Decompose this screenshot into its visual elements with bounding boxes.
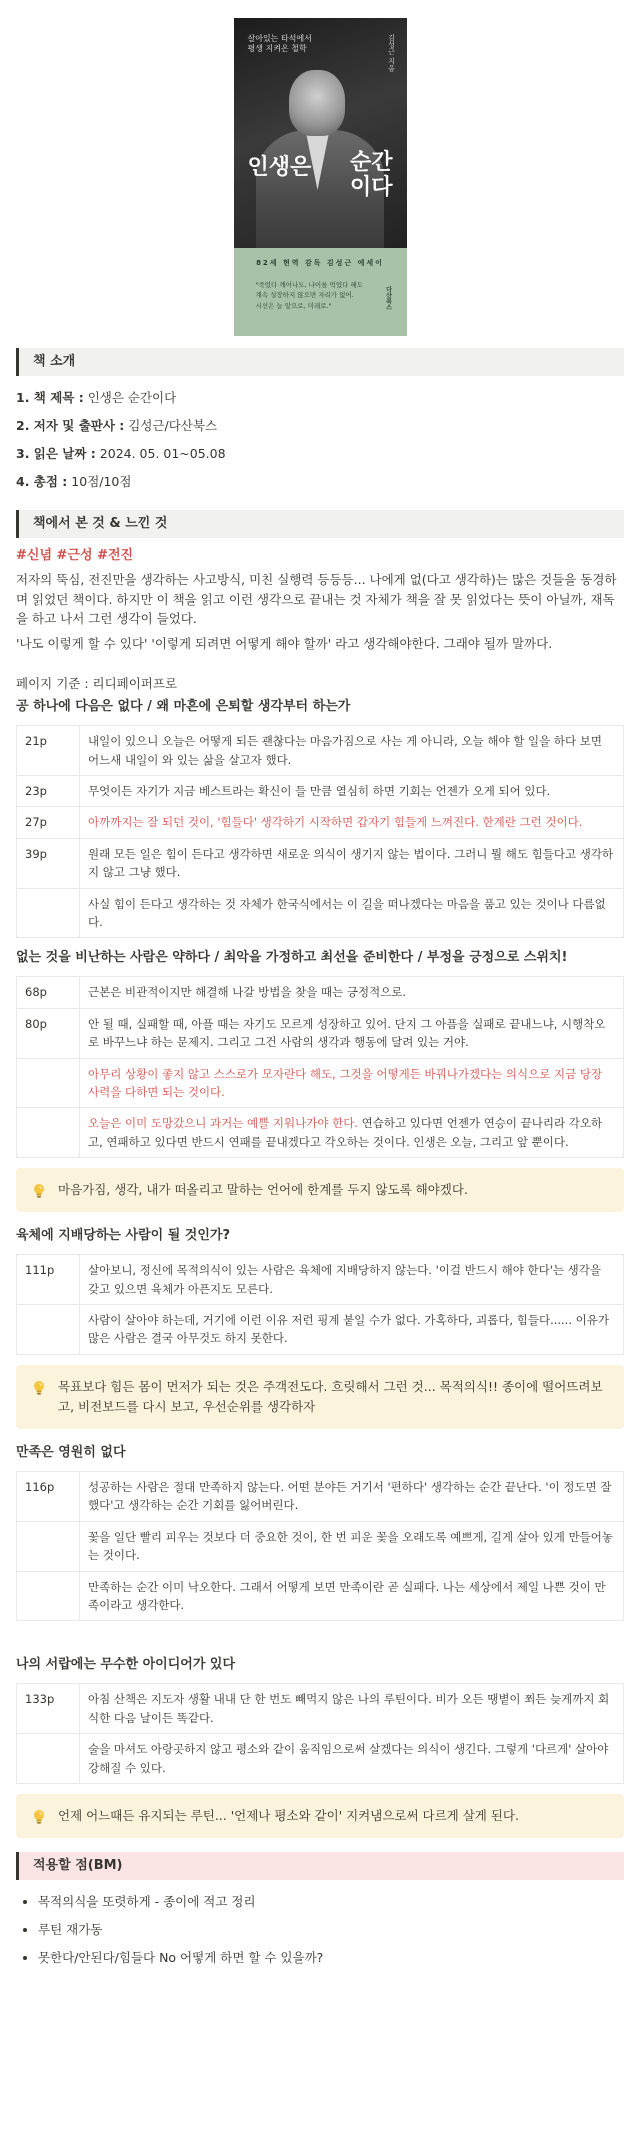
section-title: 없는 것을 비난하는 사람은 약하다 / 최악을 가정하고 최선을 준비한다 / 부정을 긍정으로 스위치!: [16, 950, 568, 966]
quote-cell: [80, 1008, 624, 1058]
quote-cell: [80, 1684, 624, 1734]
highlighted-quote: 아무리 상황이 좋지 않고 스스로가 모자란다 해도, 그것을 어떻게든 바꿔나가겠다는 의식으로 지금 당장 사력을 다하면 되는 것이다.: [88, 1066, 603, 1099]
page-number-cell: [17, 888, 80, 938]
page-number-cell: 111p: [17, 1255, 80, 1305]
apply-list: [16, 1888, 624, 1972]
table-row: [17, 726, 624, 776]
quote-cell: [80, 1521, 624, 1571]
table-row: [17, 1734, 624, 1784]
tag-list: #신념 #근성 #전진: [16, 548, 134, 563]
quote-text: 성공하는 사람은 절대 만족하지 않는다. 어떤 분야든 거기서 '편하다' 생각하는 순간 끝난다. '이 정도면 잘했다'고 생각하는 순간 기회를 잃어버린다.: [88, 1480, 612, 1513]
table-row: [17, 838, 624, 888]
lightbulb-icon: [30, 1182, 48, 1200]
quote-cell: [80, 1108, 624, 1158]
list-item: • 루틴 재가동: [38, 1916, 624, 1944]
cover-title-right: 순간 이다: [349, 149, 393, 201]
quote-cell: [80, 726, 624, 776]
page-number-cell: 68p: [17, 977, 80, 1008]
table-row: [17, 807, 624, 838]
callout-text: 언제 어느때든 유지되는 루틴... '언제나 평소와 같이' 지켜냄으로써 다르게 살게 된다.: [58, 1808, 519, 1824]
quote-text: 안 될 때, 실패할 때, 아플 때는 자기도 모르게 성장하고 있어. 단지 그 아픔을 실패로 끝내느냐, 시행착오로 바꾸느냐 하는 문제지. 그리고 그건 사람의 생각과 행동에 달려 있는 거야.: [88, 1016, 606, 1050]
takeaway-callout: [16, 1794, 624, 1838]
book-info-value: 인생은 순간이다: [83, 390, 177, 405]
cover-series: 82세 현역 감독 김성근 에세이: [256, 259, 384, 267]
quote-text: 내일이 있으니 오늘은 어떻게 되든 괜찮다는 마음가짐으로 사는 게 아니라, 오늘 해야 할 일을 하다 보면 어느새 내일이 와 있는 삶을 살고자 했다.: [88, 734, 602, 767]
highlighted-quote: 오늘은 이미 도망갔으니 과거는 예쁠 지워나가야 한다.: [88, 1116, 358, 1131]
quote-cell: [80, 1255, 624, 1305]
cover-author: 김성근 지음: [387, 34, 396, 72]
quote-cell: [80, 1305, 624, 1355]
page-number-cell: [17, 1108, 80, 1158]
callout-text: 목표보다 힘든 몸이 먼저가 되는 것은 주객전도다. 흐릿해서 그런 것... 목적의식!! 종이에 떨어뜨려보고, 비전보드를 다시 보고, 우선순위를 생각하자: [58, 1378, 603, 1414]
book-info-item: [16, 440, 624, 468]
section-title: 공 하나에 다음은 없다 / 왜 마흔에 은퇴할 생각부터 하는가: [16, 699, 351, 715]
table-row: [17, 1108, 624, 1158]
intro-heading: 책 소개: [16, 348, 624, 376]
table-row: [17, 1008, 624, 1058]
page-number-cell: 39p: [17, 838, 80, 888]
book-info-label: 3. 읽은 날짜 :: [16, 446, 96, 461]
page-number-cell: 21p: [17, 726, 80, 776]
quote-text: 아침 산책은 지도자 생활 내내 단 한 번도 빼먹지 않은 나의 루틴이다. 비가 오든 땡볕이 쬐든 늦게까지 회식한 다음 날이든 똑같다.: [88, 1692, 610, 1725]
review-heading: 책에서 본 것 & 느낀 것: [16, 510, 624, 538]
quote-text: 살아보니, 정신에 목적의식이 있는 사람은 육체에 지배당하지 않는다. '이걸 반드시 해야 한다'는 생각을 갖고 있으면 육체가 아픈지도 모른다.: [88, 1263, 601, 1296]
quote-text: 무엇이든 자기가 지금 베스트라는 확신이 들 만큼 열심히 하면 기회는 언젠가 오게 되어 있다.: [88, 783, 551, 798]
quote-text: 연습하고 있다면 언젠가 연승이 끝나리라 각오하고, 연패하고 있다면 반드시 연패를 끝내겠다고 각오하는 것이다. 인생은 오늘, 그리고 앞 뿐이다.: [88, 1116, 603, 1149]
quote-table: [16, 725, 624, 938]
table-row: [17, 1255, 624, 1305]
book-info-value: 2024. 05. 01~05.08: [95, 446, 226, 461]
book-info-value: 10점/10점: [67, 474, 132, 489]
quote-text: 사람이 살아야 하는데, 거기에 이런 이유 저런 핑계 붙일 수가 없다. 가혹하다, 괴롭다, 힘들다...... 이유가 많은 사람은 결국 아무것도 하지 못한다.: [88, 1313, 609, 1346]
book-info-label: 1. 책 제목 :: [16, 390, 84, 405]
cover-title-left: 인생은: [247, 154, 312, 180]
quote-table: [16, 976, 624, 1158]
table-row: [17, 1305, 624, 1355]
highlighted-quote: 아까까지는 잘 되던 것이, '힘들다' 생각하기 시작하면 갑자기 힘들게 느껴진다. 한계란 그런 것이다.: [88, 815, 583, 830]
cover-subtitle: 살아있는 타석에서 평생 지켜온 철학: [247, 34, 312, 54]
quote-cell: [80, 1472, 624, 1522]
quote-table: [16, 1471, 624, 1621]
table-row: [17, 775, 624, 806]
table-row: [17, 977, 624, 1008]
review-paragraph: 저자의 뚝심, 전진만을 생각하는 사고방식, 미친 실행력 등등등... 나에게 없(다고 생각하)는 많은 것들을 동경하며 읽었던 책이다. 하지만 이 책을 읽고 이런 생각으로 끝내는 것 자체가 책을 잘 못 읽었다는 뜻이 아닐까, 재독을 하고 나서 그런 생각이 들었다.: [16, 572, 617, 626]
book-info-label: 2. 저자 및 출판사 :: [16, 418, 125, 433]
book-info-item: [16, 468, 624, 496]
page-number-cell: [17, 1305, 80, 1355]
table-row: [17, 888, 624, 938]
page-number-cell: [17, 1058, 80, 1108]
book-info-value: 김성근/다산북스: [124, 418, 218, 433]
section-title: 육체에 지배당하는 사람이 될 것인가?: [16, 1228, 231, 1244]
page-number-cell: 23p: [17, 775, 80, 806]
book-cover-image: [234, 18, 407, 336]
apply-heading: 적용할 점(BM): [16, 1852, 624, 1880]
quote-table: [16, 1254, 624, 1355]
page-number-cell: [17, 1734, 80, 1784]
review-paragraph: '나도 이렇게 할 수 있다' '이렇게 되려면 어떻게 해야 할까' 라고 생각해야한다. 그래야 될까 말까다.: [16, 636, 553, 652]
quote-text: 근본은 비관적이지만 해결해 나갈 방법을 찾을 때는 긍정적으로.: [88, 985, 407, 1000]
table-row: [17, 1684, 624, 1734]
quote-cell: [80, 775, 624, 806]
section-title: 만족은 영원히 없다: [16, 1444, 126, 1460]
book-info-label: 4. 총점 :: [16, 474, 68, 489]
quote-cell: [80, 1571, 624, 1621]
takeaway-callout: [16, 1365, 624, 1429]
quote-cell: [80, 888, 624, 938]
lightbulb-icon: [30, 1379, 48, 1397]
page-number-cell: 27p: [17, 807, 80, 838]
quote-sections: [16, 697, 624, 1838]
cover-publisher: 다산북스: [384, 286, 392, 310]
page-basis-note: 페이지 기준 : 리디페이퍼프로: [16, 675, 178, 691]
callout-text: 마음가짐, 생각, 내가 떠올리고 말하는 언어에 한계를 두지 않도록 해야겠다.: [58, 1182, 468, 1198]
page-number-cell: 116p: [17, 1472, 80, 1522]
table-row: [17, 1472, 624, 1522]
table-row: [17, 1571, 624, 1621]
quote-cell: [80, 838, 624, 888]
page-number-cell: [17, 1571, 80, 1621]
quote-cell: [80, 1058, 624, 1108]
page-number-cell: [17, 1521, 80, 1571]
quote-text: 원래 모든 일은 힘이 든다고 생각하면 새로운 의식이 생기지 않는 법이다. 그러니 뭘 해도 힘들다고 생각하지 않고 그냥 했다.: [88, 846, 614, 880]
cover-quote: "죽었다 깨어나도, 나이를 먹었다 해도 계속 성장하지 않으면 자리가 없어. 시선은 늘 앞으로, 미래로.": [255, 281, 364, 310]
quote-cell: [80, 1734, 624, 1784]
page-number-cell: 133p: [17, 1684, 80, 1734]
quote-cell: [80, 807, 624, 838]
quote-text: 술을 마셔도 아랑곳하지 않고 평소와 같이 움직임으로써 살겠다는 의식이 생긴다. 그렇게 '다르게' 살아야 강해질 수 있다.: [88, 1742, 609, 1775]
table-row: [17, 1521, 624, 1571]
intro-list: [16, 384, 624, 496]
page-number-cell: 80p: [17, 1008, 80, 1058]
book-info-item: [16, 384, 624, 412]
table-row: [17, 1058, 624, 1108]
book-info-item: [16, 412, 624, 440]
quote-table: [16, 1683, 624, 1784]
section-title: 나의 서랍에는 무수한 아이디어가 있다: [16, 1657, 236, 1673]
list-item: • 목적의식을 또렷하게 - 종이에 적고 정리: [38, 1888, 624, 1916]
list-item: • 못한다/안된다/힘들다 No 어떻게 하면 할 수 있을까?: [38, 1944, 624, 1972]
quote-text: 사실 힘이 든다고 생각하는 것 자체가 한국식에서는 이 길을 떠나겠다는 마음을 품고 있는 것이나 다름없다.: [88, 896, 606, 929]
quote-text: 꽃을 일단 빨리 피우는 것보다 더 중요한 것이, 한 번 피운 꽃을 오래도록 예쁘게, 길게 살아 있게 만들어놓는 것이다.: [88, 1529, 613, 1563]
lightbulb-icon: [30, 1808, 48, 1826]
takeaway-callout: [16, 1168, 624, 1212]
quote-cell: [80, 977, 624, 1008]
quote-text: 만족하는 순간 이미 낙오한다. 그래서 어떻게 보면 만족이란 곧 실패다. 나는 세상에서 제일 나쁜 것이 만족이라고 생각한다.: [88, 1579, 606, 1612]
